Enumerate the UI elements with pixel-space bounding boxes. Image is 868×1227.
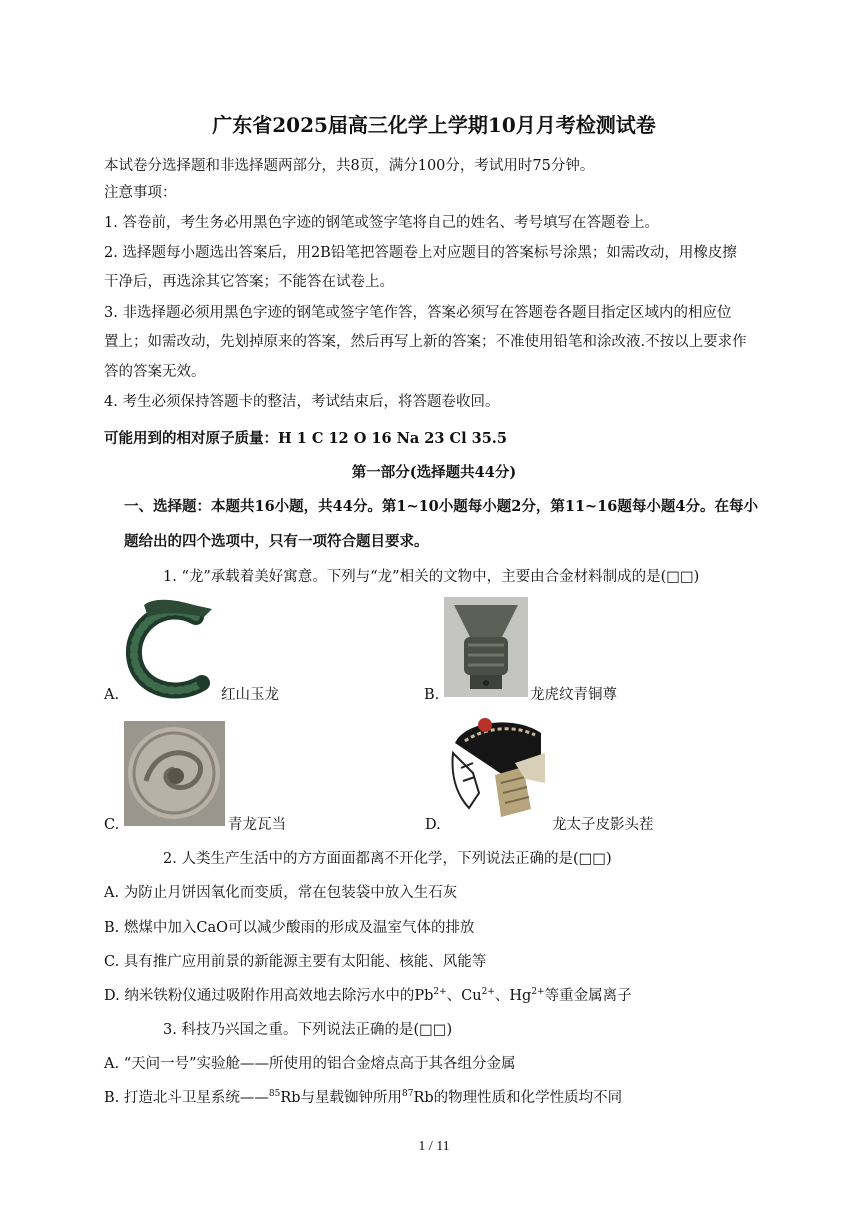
q2-option-d-sep2: 、Hg [494,988,532,1004]
q1-option-a-text: 红山玉龙 [221,687,279,703]
bronze-zun-image [444,597,528,697]
section1-instruction-line-1: 一、选择题：本题共16小题，共44分。第1~10小题每小题2分，第11~16题每小题4分。在每小 [124,498,758,515]
notice-line-4: 3. 非选择题必须用黑色字迹的钢笔或签字笔作答，答案必须写在答题卷各题目指定区域内的相应位 [104,305,732,321]
intro-text: 本试卷分选择题和非选择题两部分，共8页，满分100分，考试用时75分钟。 [104,158,595,174]
q1-option-c-text: 青龙瓦当 [228,817,286,833]
cu-charge: 2+ [481,987,495,997]
notice-line-7: 4. 考生必须保持答题卡的整洁，考试结束后，将答题卷收回。 [104,394,500,410]
q3-option-b-suffix: Rb的物理性质和化学性质均不同 [413,1090,623,1106]
notice-line-6: 答的答案无效。 [104,364,206,380]
q1-option-a-letter: A. [104,687,120,703]
pb-charge: 2+ [433,987,447,997]
q2-option-c: C. 具有推广应用前景的新能源主要有太阳能、核能、风能等 [104,954,487,970]
page-title: 广东省2025届高三化学上学期10月月考检测试卷 [212,113,656,137]
q1-option-d-text: 龙太子皮影头茬 [552,817,654,833]
q2-option-d-sep1: 、Cu [446,988,482,1004]
q1-option-b-text: 龙虎纹青铜尊 [530,687,617,703]
q2-option-d [104,986,632,1006]
q3-option-b-mid: Rb与星载铷钟所用 [280,1090,403,1106]
shadow-puppet-image [445,713,549,829]
q1-option-d-letter: D. [425,817,441,833]
q3-option-a: A. “天问一号”实验舱——所使用的铝合金熔点高于其各组分金属 [104,1056,516,1072]
tile-end-image [124,721,225,826]
q2-option-d-prefix: D. 纳米铁粉仪通过吸附作用高效地去除污水中的Pb [104,988,434,1004]
page-number: 1 / 11 [418,1139,450,1154]
question-3-stem: 3. 科技乃兴国之重。下列说法正确的是(□□) [163,1022,453,1038]
notice-heading: 注意事项： [104,185,177,201]
q2-option-a: A. 为防止月饼因氧化而变质，常在包装袋中放入生石灰 [104,885,458,901]
q1-option-c-letter: C. [104,817,120,833]
rb85-mass: 85 [268,1089,281,1099]
atomic-masses: 可能用到的相对原子质量：H 1 C 12 O 16 Na 23 Cl 35.5 [104,430,507,447]
notice-line-2: 2. 选择题每小题选出答案后，用2B铅笔把答题卷上对应题目的答案标号涂黑；如需改动，用橡皮擦 [104,245,737,261]
section1-instruction-line-2: 题给出的四个选项中，只有一项符合题目要求。 [124,533,429,550]
question-2-stem: 2. 人类生产生活中的方方面面都离不开化学，下列说法正确的是(□□) [163,851,612,867]
q3-option-b-prefix: B. 打造北斗卫星系统—— [104,1090,269,1106]
q3-option-b [104,1088,622,1108]
question-1-stem: 1. “龙”承载着美好寓意。下列与“龙”相关的文物中，主要由合金材料制成的是(□□) [163,569,700,585]
notice-line-5: 置上；如需改动，先划掉原来的答案，然后再写上新的答案；不准使用铅笔和涂改液.不按以上要求作 [104,334,747,350]
notice-line-1: 1. 答卷前，考生务必用黑色字迹的钢笔或签字笔将自己的姓名、考号填写在答题卷上。 [104,215,659,231]
q2-option-b: B. 燃煤中加入CaO可以减少酸雨的形成及温室气体的排放 [104,920,475,936]
jade-dragon-image [124,595,219,705]
q1-option-b-letter: B. [424,687,440,703]
notice-line-3: 干净后，再选涂其它答案；不能答在试卷上。 [104,274,394,290]
hg-charge: 2+ [531,987,545,997]
rb87-mass: 87 [402,1089,414,1099]
q2-option-d-suffix: 等重金属离子 [544,988,632,1004]
part1-heading: 第一部分(选择题共44分) [351,464,517,481]
